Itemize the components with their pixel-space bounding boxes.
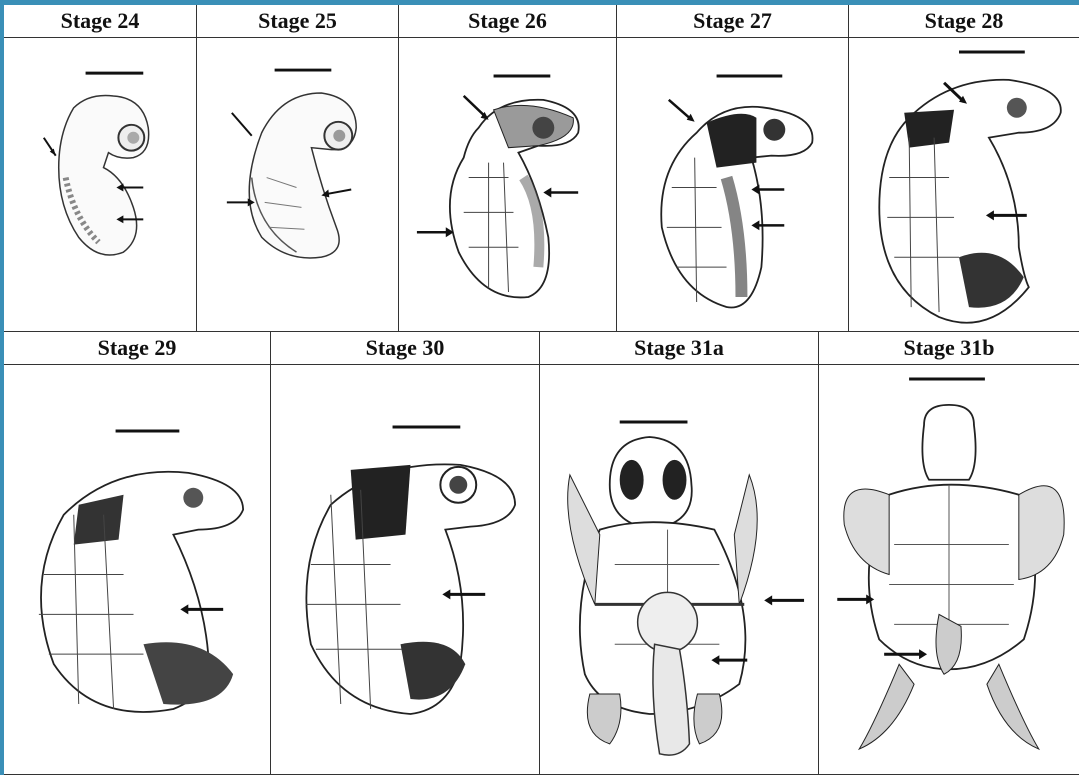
panel-title: Stage 25	[197, 5, 398, 38]
panel-stage-31b	[819, 332, 1079, 775]
embryo-stage-24-icon	[4, 38, 196, 331]
embryo-stage-25-icon	[197, 38, 398, 331]
panel-stage-26	[399, 5, 617, 332]
panel-title: Stage 31b	[819, 332, 1079, 365]
embryo-stage-26-icon	[399, 38, 616, 331]
panel-title: Stage 24	[4, 5, 196, 38]
panel-stage-29	[4, 332, 271, 775]
embryo-stage-30-icon	[271, 365, 539, 774]
panel-title: Stage 30	[271, 332, 539, 365]
panel-stage-31a	[540, 332, 819, 775]
stage-row-top	[4, 5, 1079, 332]
panel-stage-30	[271, 332, 540, 775]
embryo-stage-29-icon	[4, 365, 270, 774]
hatchling-ventral-stage-31a-icon	[540, 365, 818, 774]
panel-title: Stage 26	[399, 5, 616, 38]
panel-stage-24	[4, 5, 197, 332]
figure-frame	[4, 5, 1079, 775]
panel-title: Stage 27	[617, 5, 848, 38]
panel-stage-27	[617, 5, 849, 332]
panel-title: Stage 28	[849, 5, 1079, 38]
panel-title: Stage 31a	[540, 332, 818, 365]
panel-stage-25	[197, 5, 399, 332]
hatchling-ventral-stage-31b-icon	[819, 365, 1079, 774]
panel-title: Stage 29	[4, 332, 270, 365]
stage-row-bottom	[4, 332, 1079, 775]
embryo-stage-28-icon	[849, 38, 1079, 331]
panel-stage-28	[849, 5, 1079, 332]
embryo-stage-27-icon	[617, 38, 848, 331]
